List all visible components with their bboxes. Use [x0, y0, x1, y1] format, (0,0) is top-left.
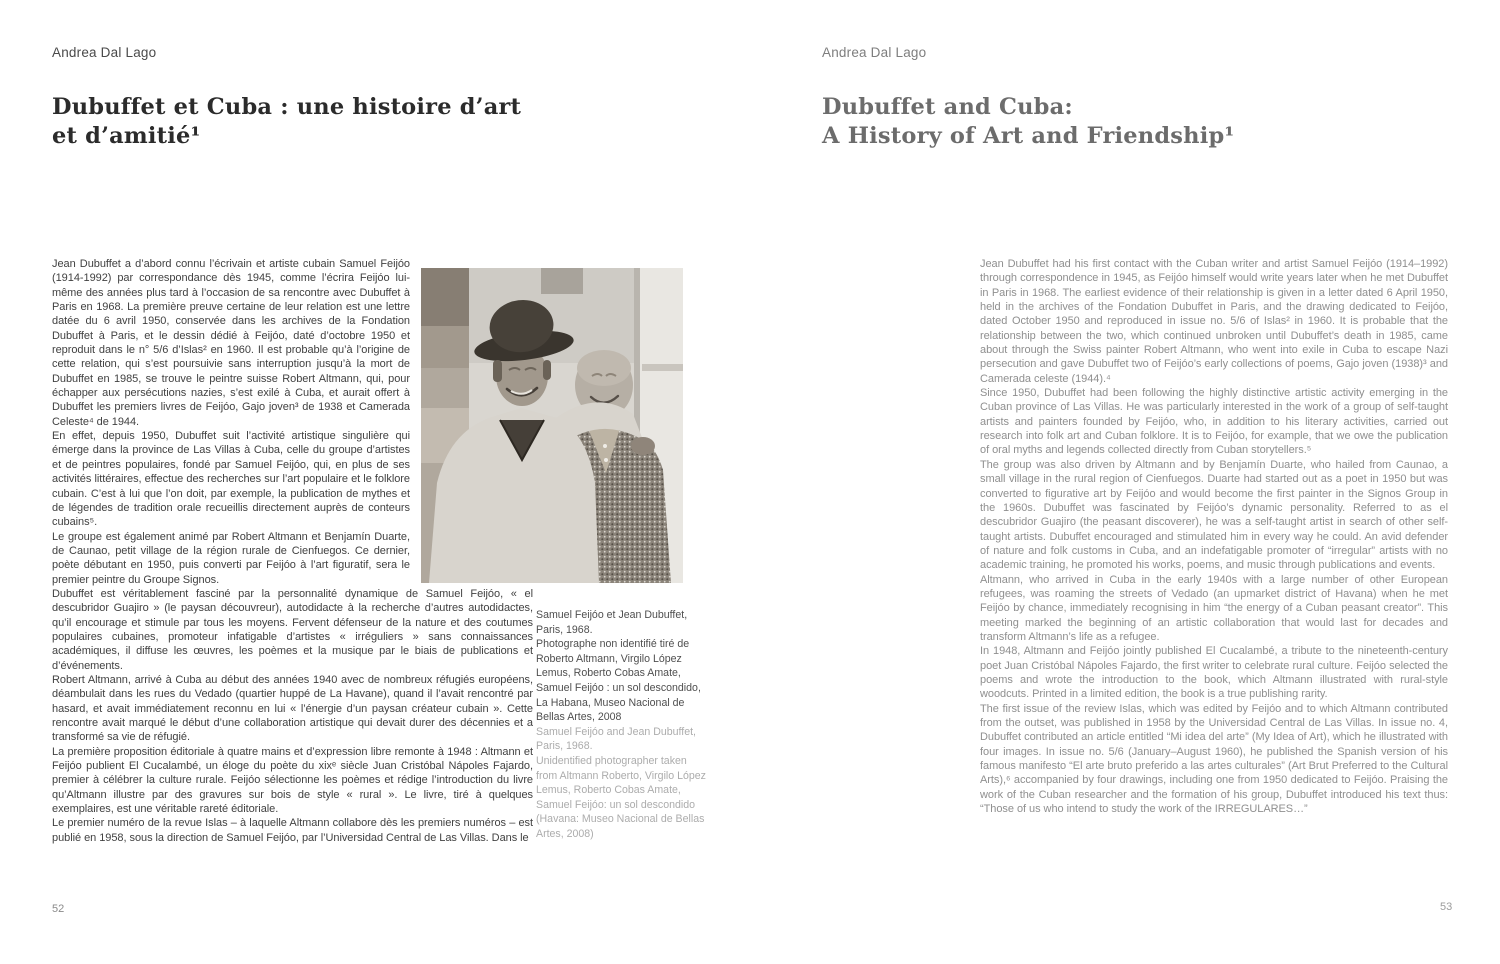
title-line-1: Dubuffet et Cuba : une histoire d’art — [52, 94, 522, 120]
caption-english-credit: Unidentified photographer taken from Altmann Roberto, Virgilo López Lemus, Roberto Cobas Amate, Samuel Feijóo: un sol descondido (Havana: Museo Nacional de Bellas Artes, 2008) — [536, 754, 706, 840]
photo-caption — [536, 608, 708, 842]
paragraph-en-5: In 1948, Altmann and Feijóo jointly published El Cucalambé, a tribute to the nineteenth-century poet Juan Cristóbal Nápoles Fajardo, the first writer to celebrate rural culture. Feijóo selected the poems and wrote the introduction to the book, which Altmann illustrated with rural-style woodcuts. Printed in a limited edition, the book is a true publishing rarity. — [980, 645, 1448, 701]
title-line-1: Dubuffet and Cuba: — [822, 94, 1073, 120]
article-title-english — [822, 93, 1234, 151]
paragraph-en-1: Jean Dubuffet had his first contact with the Cuban writer and artist Samuel Feijóo (1914–1992) through correspondence in 1945, as Feijóo himself would write years later when he met Dubuffet in Paris in 1968. The earliest evidence of their relationship is given in a letter dated 6 April 1950, held in the archives of the Fondation Dubuffet in Paris, and the drawing dedicated to Feijóo, dated October 1950 and reproduced in issue no. 5/6 of Islas² in 1960. It is probable that the relationship between the two, which continued unbroken until Dubuffet’s death in 1985, came about through the Swiss painter Robert Altmann, who went into exile in Cuba to escape Nazi persecution and gave Dubuffet two of Feijóo’s early collections of poems, Gajo joven (1938)³ and Camerada celeste (1944).⁴ — [980, 258, 1448, 385]
title-line-2: A History of Art and Friendship¹ — [822, 123, 1235, 149]
french-text-narrow — [52, 257, 410, 587]
author-name-left: Andrea Dal Lago — [52, 45, 157, 60]
caption-french-line: Samuel Feijóo et Jean Dubuffet, Paris, 1968. — [536, 609, 688, 636]
paragraph-en-6: The first issue of the review Islas, which was edited by Feijóo and to which Altmann contributed from the outset, was published in 1958 by the Universidad Central de Las Villas. In issue no. 4, Dubuffet contributed an article entitled “Mi idea del arte” (My Idea of Art), which he illustrated with four images. In issue no. 5/6 (January–August 1960), he published the Spanish version of his famous manifesto “El arte bruto preferido a las artes culturales” (Art Brut Preferred to the Cultural Arts),⁶ accompanied by four drawings, including one from 1950 dedicated to Feijóo. Praising the work of the Cuban researcher and the formation of his group, Dubuffet introduced his text thus: “Those of us who intend to study the work of the IRREGULARES…” — [980, 702, 1448, 816]
page-number-right: 53 — [1440, 901, 1453, 913]
paragraph-fr-4: Dubuffet est véritablement fasciné par la personnalité dynamique de Samuel Feijóo, « el descubridor Guajiro » (le paysan découvreur), autodidacte à la recherche d’autres autodidactes, qu’il encourage et stimule par tous les moyens. Fervent défenseur de la nature et des coutumes populaires cubaines, promoteur infatigable d’artistes « irréguliers » sans connaissances académiques, il diffuse les œuvres, les poèmes et la musique par le biais de publications et d’événements. — [52, 587, 533, 672]
paragraph-en-4: Altmann, who arrived in Cuba in the early 1940s with a large number of other European refugees, was roaming the streets of Vedado (an upmarket district of Havana) when he met Feijóo by chance, immediately recognising in him “the energy of a Cuban peasant creator”. This meeting marked the beginning of an artistic collaboration that would last for decades and transform Altmann’s life as a refugee. — [980, 573, 1448, 643]
page-number-left: 52 — [52, 903, 65, 915]
caption-english-line: Samuel Feijóo and Jean Dubuffet, Paris, 1968. — [536, 725, 696, 753]
article-title-french — [52, 93, 521, 151]
photo-illustration — [421, 268, 683, 583]
french-text-wide — [52, 587, 533, 845]
caption-french-credit: Photographe non identifié tiré de Roberto Altmann, Virgilo López Lemus, Roberto Cobas Amate, Samuel Feijóo : un sol descondido, La Habana, Museo Nacional de Bellas Artes, 2008 — [536, 638, 701, 724]
paragraph-fr-6: La première proposition éditoriale à quatre mains et d’expression libre remonte à 1948 : Altmann et Feijóo publient El Cucalambé, un éloge du poète du xixᵉ siècle Juan Cristóbal Nápoles Fajardo, premier à célébrer la culture rurale. Feijóo sélectionne les poèmes et rédige l’introduction du livre qu’Altmann illustre par des gravures sur bois de style « rural ». Le livre, tiré à quelques exemplaires, est une véritable rareté éditoriale. — [52, 745, 533, 816]
paragraph-fr-1: Jean Dubuffet a d’abord connu l’écrivain et artiste cubain Samuel Feijóo (1914-1992) par correspondance dès 1945, comme l’écrira Feijóo lui-même des années plus tard à l’occasion de sa rencontre avec Dubuffet à Paris en 1968. La première preuve certaine de leur relation est une lettre datée du 6 avril 1950, conservée dans les archives de la Fondation Dubuffet à Paris, et le dessin dédié à Feijóo, daté d’octobre 1950 et reproduit dans le n° 5/6 d’Islas² en 1960. Il est probable qu’à l’origine de cette relation, qui s’est poursuivie sans interruption jusqu’à la mort de Dubuffet en 1985, se trouve le peintre suisse Robert Altmann, qui, pour échapper aux persécutions nazies, s’est exilé à Cuba, et aurait offert à Dubuffet les premiers livres de Feijóo, Gajo joven³ de 1938 et Camerada Celeste⁴ de 1944. — [52, 258, 410, 428]
photo-feijoo-dubuffet — [421, 268, 683, 583]
paragraph-fr-2: En effet, depuis 1950, Dubuffet suit l’activité artistique singulière qui émerge dans la province de Las Villas à Cuba, celle du groupe d’artistes et de peintres populaires, fondé par Samuel Feijóo, qui, en plus de ses activités littéraires, effectue des recherches sur l’art populaire et le folklore cubain. C’est à lui que l’on doit, par exemple, la publication de mythes et de légendes de tradition orale recueillis directement auprès de conteurs cubains⁵. — [52, 430, 410, 529]
english-text-column — [980, 257, 1448, 816]
paragraph-en-3: The group was also driven by Altmann and by Benjamín Duarte, who hailed from Caunao, a small village in the rural region of Cienfuegos. Duarte had started out as a poet in 1950 but was converted to figurative art by Feijóo and would become the first painter in the Signos Group in the 1960s. Dubuffet was fascinated by Feijóo’s dynamic personality. Referred to as el descubridor Guajiro (the peasant discoverer), he was a self-taught artist in search of other self-taught artists. Dubuffet encouraged and stimulated him in every way he could. An avid defender of nature and folk customs in Cuba, and an indefatigable promoter of “irregular” artists with no academic training, he promoted his works, poems, and music through publications and events. — [980, 458, 1448, 572]
paragraph-fr-3: Le groupe est également animé par Robert Altmann et Benjamín Duarte, de Caunao, petit village de la région rurale de Cienfuegos. Ce dernier, poète débutant en 1950, puis converti par Feijóo à l’art figuratif, sera le premier peintre du Groupe Signos. — [52, 530, 410, 586]
paragraph-en-2: Since 1950, Dubuffet had been following the highly distinctive artistic activity emerging in the Cuban province of Las Villas. He was particularly interested in the work of a group of self-taught artists and painters founded by Feijóo, who, in addition to his literary activities, carried out research into folk art and Cuban folklore. It is to Feijóo, for example, that we owe the publication of oral myths and legends collected directly from Cuban storytellers.⁵ — [980, 387, 1448, 457]
title-line-2: et d’amitié¹ — [52, 123, 201, 149]
paragraph-fr-7: Le premier numéro de la revue Islas – à laquelle Altmann collabore dès les premiers numéros – est publié en 1958, sous la direction de Samuel Feijóo, par l’Universidad Central de Las Villas. Dans le — [52, 817, 533, 844]
paragraph-fr-5: Robert Altmann, arrivé à Cuba au début des années 1940 avec de nombreux réfugiés européens, déambulait dans les rues du Vedado (quartier huppé de La Havane), quand il l’avait rencontré par hasard, et avait immédiatement reconnu en lui « l’énergie d’un paysan créateur cubain ». Cette rencontre avait marqué le début d’une collaboration artistique qui devait durer des décennies et a transformé sa vie de réfugié. — [52, 673, 533, 744]
author-name-right: Andrea Dal Lago — [822, 45, 927, 60]
